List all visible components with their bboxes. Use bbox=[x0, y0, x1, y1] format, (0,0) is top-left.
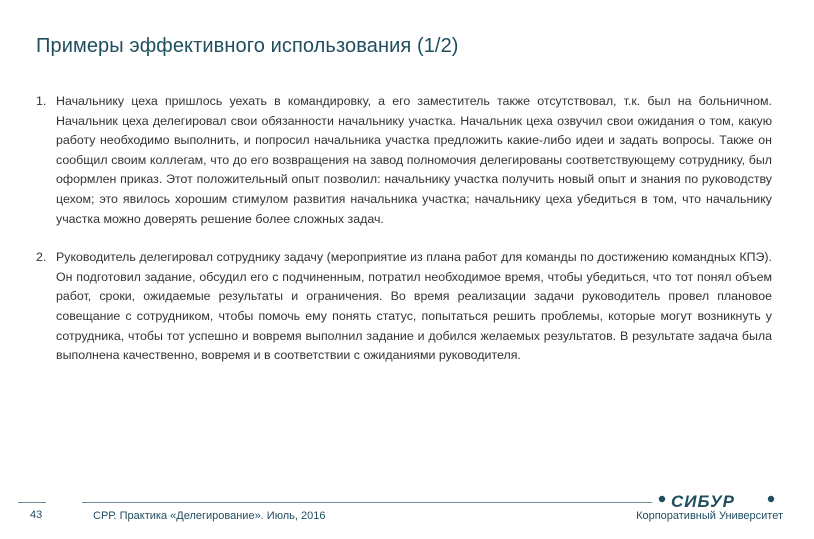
footer-divider bbox=[82, 502, 652, 503]
svg-text:СИБУР: СИБУР bbox=[671, 492, 735, 511]
example-item-2 bbox=[36, 248, 772, 366]
slide-title: Примеры эффективного использования (1/2) bbox=[36, 35, 459, 57]
example-item-1 bbox=[36, 92, 772, 229]
footer-divider-left bbox=[18, 502, 46, 503]
example-number: 2. bbox=[36, 250, 47, 265]
footer-course-label: СРР. Практика «Делегирование». Июль, 2016 bbox=[93, 510, 326, 522]
example-text: Начальнику цеха пришлось уехать в командировку, а его заместитель также отсутствовал, т.к. был на больничном. Начальник цеха делегировал свои обязанности начальнику участка. Начальник цеха озвучил свои ожидания о том, какую работу необходимо выполнить, и попросил начальника участка предложить какие-либо идеи и задать вопросы. Также он сообщил своим коллегам, что до его возвращения на завод полномочия делегированы соответствующему сотруднику, был оформлен приказ. Этот положительный опыт позволил: начальнику участка получить новый опыт и знания по руководству цехом; это явилось хорошим стимулом развития начальника участка; начальнику цеха убедиться в том, что начальнику участка можно доверять решение более сложных задач. bbox=[56, 94, 772, 226]
example-text: Руководитель делегировал сотруднику задачу (мероприятие из плана работ для команды по достижению командных КПЭ). Он подготовил задание, обсудил его с подчиненным, потратил необходимое время, чтобы убедиться, что тот понял объем работ, сроки, ожидаемые результаты и ограничения. Во время реализации задачи руководитель провел плановое совещание с сотрудником, чтобы помочь ему понять статус, попытаться решить проблемы, которые могут возникнуть у сотрудника, чтобы тот успешно и вовремя выполнил задание и добился желаемых результатов. В результате задача была выполнена качественно, вовремя и в соответствии с ожиданиями руководителя. bbox=[56, 250, 772, 363]
examples-list bbox=[36, 92, 772, 366]
page-number: 43 bbox=[30, 509, 43, 521]
example-number: 1. bbox=[36, 94, 47, 108]
footer-university-label: Корпоративный Университет bbox=[636, 510, 783, 522]
